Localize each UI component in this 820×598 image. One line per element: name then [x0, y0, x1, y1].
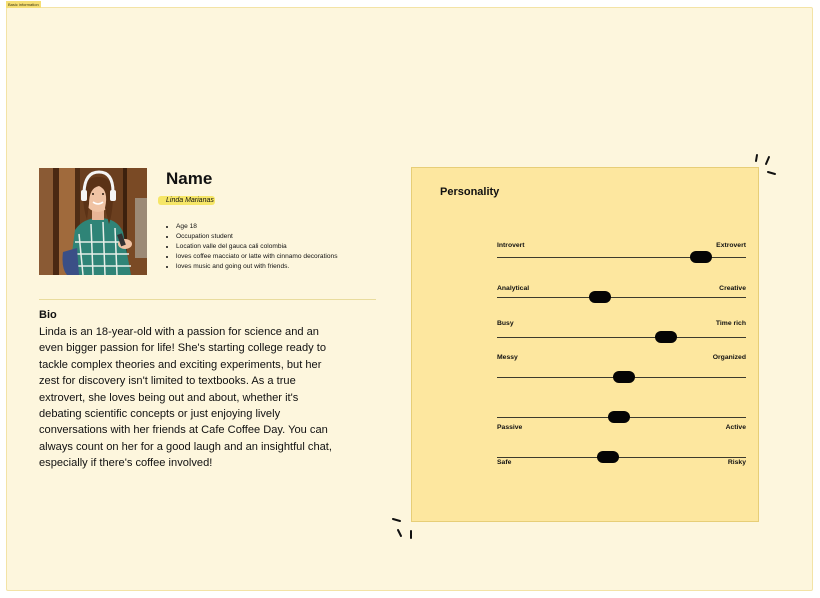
- name-value: Linda Marianas: [166, 197, 214, 204]
- frame-label: Basic information: [8, 2, 39, 7]
- slider-thumb-introvert-extrovert[interactable]: [690, 251, 712, 263]
- slider-track-safe-risky[interactable]: [497, 457, 746, 458]
- slider-thumb-busy-time-rich[interactable]: [655, 331, 677, 343]
- trait-organized-label: Organized: [712, 354, 746, 361]
- personality-panel: [411, 167, 759, 522]
- trait-analytical-label: Analytical: [497, 285, 530, 292]
- slider-track-analytical-creative[interactable]: [497, 297, 746, 298]
- bio-text: Linda is an 18-year-old with a passion for science and an even bigger passion for life! She's starting college ready to tackle complex theories and exciting experiments, but her zest for discovery isn't limited to textbooks. As a true extrovert, she loves being out and about, whether it's debating scientific concepts or just enjoying lively conversations with her friends at Cafe Coffee Day. You can always count on her for a good laugh and an insightful chat, especially if there's coffee involved!: [39, 326, 332, 470]
- fact-age: • Age 18: [176, 222, 338, 232]
- section-divider: [39, 299, 376, 300]
- trait-introvert-label: Introvert: [497, 242, 525, 249]
- slider-thumb-messy-organized[interactable]: [613, 371, 635, 383]
- trait-time-rich-label: Time rich: [715, 320, 746, 327]
- slider-thumb-safe-risky[interactable]: [597, 451, 619, 463]
- trait-extrovert-label: Extrovert: [716, 242, 746, 249]
- name-heading: Name: [166, 169, 213, 188]
- personality-title: Personality: [440, 186, 500, 198]
- trait-active-label: Active: [725, 424, 746, 431]
- profile-photo: [39, 168, 147, 275]
- trait-messy-label: Messy: [497, 354, 518, 361]
- trait-risky-label: Risky: [727, 459, 746, 466]
- trait-passive-label: Passive: [497, 424, 523, 431]
- trait-safe-label: Safe: [497, 459, 512, 466]
- fact-music: • loves music and going out with friends.: [176, 262, 338, 272]
- bio-heading: Bio: [39, 309, 57, 321]
- trait-busy-label: Busy: [497, 320, 514, 327]
- slider-thumb-passive-active[interactable]: [608, 411, 630, 423]
- fact-location: • Location valle del gauca cali colombia: [176, 242, 338, 252]
- trait-creative-label: Creative: [719, 285, 746, 292]
- slider-track-busy-time-rich[interactable]: [497, 337, 746, 338]
- slider-thumb-analytical-creative[interactable]: [589, 291, 611, 303]
- profile-facts-list: [162, 222, 338, 272]
- fact-occupation: • Occupation student: [176, 232, 338, 242]
- fact-coffee: • loves coffee macciato or latte with cinnamo decorations: [176, 252, 338, 262]
